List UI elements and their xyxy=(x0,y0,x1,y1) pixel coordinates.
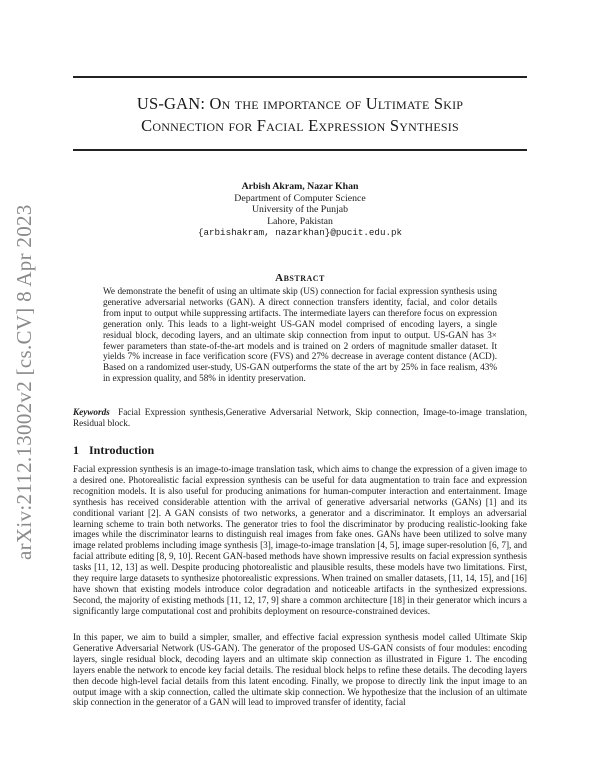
keywords-line xyxy=(73,407,527,429)
intro-paragraph-2: In this paper, we aim to build a simpler, smaller, and effective facial expression synthesis model called Ultimate Skip Generative Adversarial Network (US-GAN). The generator of the proposed US-GAN consists of four modules: encoding layers, single residual block, decoding layers and an ultimate skip connection as illustrated in Figure 1. The encoding layers enable the network to encode key facial details. The residual block helps to refine these details. The decoding layers then decode high-level facial details from this latent encoding. Finally, we propose to directly link the input image to an output image with a skip connection, called the ultimate skip connection. We hypothesize that the inclusion of an ultimate skip connection in the generator of a GAN will lead to improved transfer of identity, facial xyxy=(73,632,527,708)
arxiv-identifier-stamp: arXiv:2112.13002v2 [cs.CV] 8 Apr 2023 xyxy=(12,204,36,560)
author-block xyxy=(73,181,527,239)
author-email: {arbishakram, nazarkhan}@pucit.edu.pk xyxy=(198,227,402,238)
abstract-heading: Abstract xyxy=(275,272,325,284)
author-location: Lahore, Pakistan xyxy=(267,215,333,227)
author-department: Department of Computer Science xyxy=(234,192,366,204)
section-heading xyxy=(73,443,154,458)
section-number: 1 xyxy=(73,443,79,457)
paper-title xyxy=(73,93,527,137)
title-line-2: Connection for Facial Expression Synthesis xyxy=(141,116,459,135)
keywords-label: Keywords xyxy=(73,407,110,417)
author-names: Arbish Akram, Nazar Khan xyxy=(241,181,359,192)
intro-paragraph-1: Facial expression synthesis is an image-to-image translation task, which aims to change the expression of a given image to a desired one. Photorealistic facial expression synthesis can be useful for data augmentation to train face and expression recognition models. It is also useful for producing animations for human-computer interaction and entertainment. Image synthesis has received considerable attention with the arrival of generative adversarial networks (GANs) [1] and its conditional variant [2]. A GAN consists of two networks, a generator and a discriminator. It employs an adversarial learning scheme to train both networks. The generator tries to fool the discriminator by producing realistic-looking fake images while the discriminator learns to distinguish real images from fake ones. GANs have been utilized to solve many image related problems including image synthesis [3], image-to-image translation [4, 5], image super-resolution [6, 7], and facial attribute editing [8, 9, 10]. Recent GAN-based methods have shown impressive results on facial expression synthesis tasks [11, 12, 13] as well. Despite producing photorealistic and plausible results, these models have two limitations. First, they require large datasets to synthesize photorealistic expressions. When trained on smaller datasets, [11, 14, 15], and [16] have shown that existing models introduce color degradation and noticeable artifacts in the synthesized expressions. Second, the majority of existing methods [11, 12, 17, 9] share a common architecture [18] in their generator which incurs a significantly large computational cost and prohibits deployment on resource-constrained devices. xyxy=(73,464,527,616)
title-bottom-rule xyxy=(73,149,527,151)
keywords-text: Facial Expression synthesis,Generative Adversarial Network, Skip connection, Image-to-image translation, Residual block. xyxy=(73,407,528,428)
title-top-rule xyxy=(73,76,527,78)
section-title: Introduction xyxy=(89,443,155,457)
author-university: University of the Punjab xyxy=(251,204,349,215)
title-line-1: US-GAN: On the importance of Ultimate Skip xyxy=(136,94,464,113)
abstract-body: We demonstrate the benefit of using an ultimate skip (US) connection for facial expression synthesis using generative adversarial networks (GAN). A direct connection transfers identity, facial, and color details from input to output while suppressing artifacts. The intermediate layers can therefore focus on expression generation only. This leads to a light-weight US-GAN model comprised of encoding layers, a single residual block, decoding layers, and an ultimate skip connection from input to output. US-GAN has 3× fewer parameters than state-of-the-art models and is trained on 2 orders of magnitude smaller dataset. It yields 7% increase in face verification score (FVS) and 27% decrease in average content distance (ACD). Based on a randomized user-study, US-GAN outperforms the state of the art by 25% in face realism, 43% in expression quality, and 58% in identity preservation. xyxy=(103,286,497,384)
